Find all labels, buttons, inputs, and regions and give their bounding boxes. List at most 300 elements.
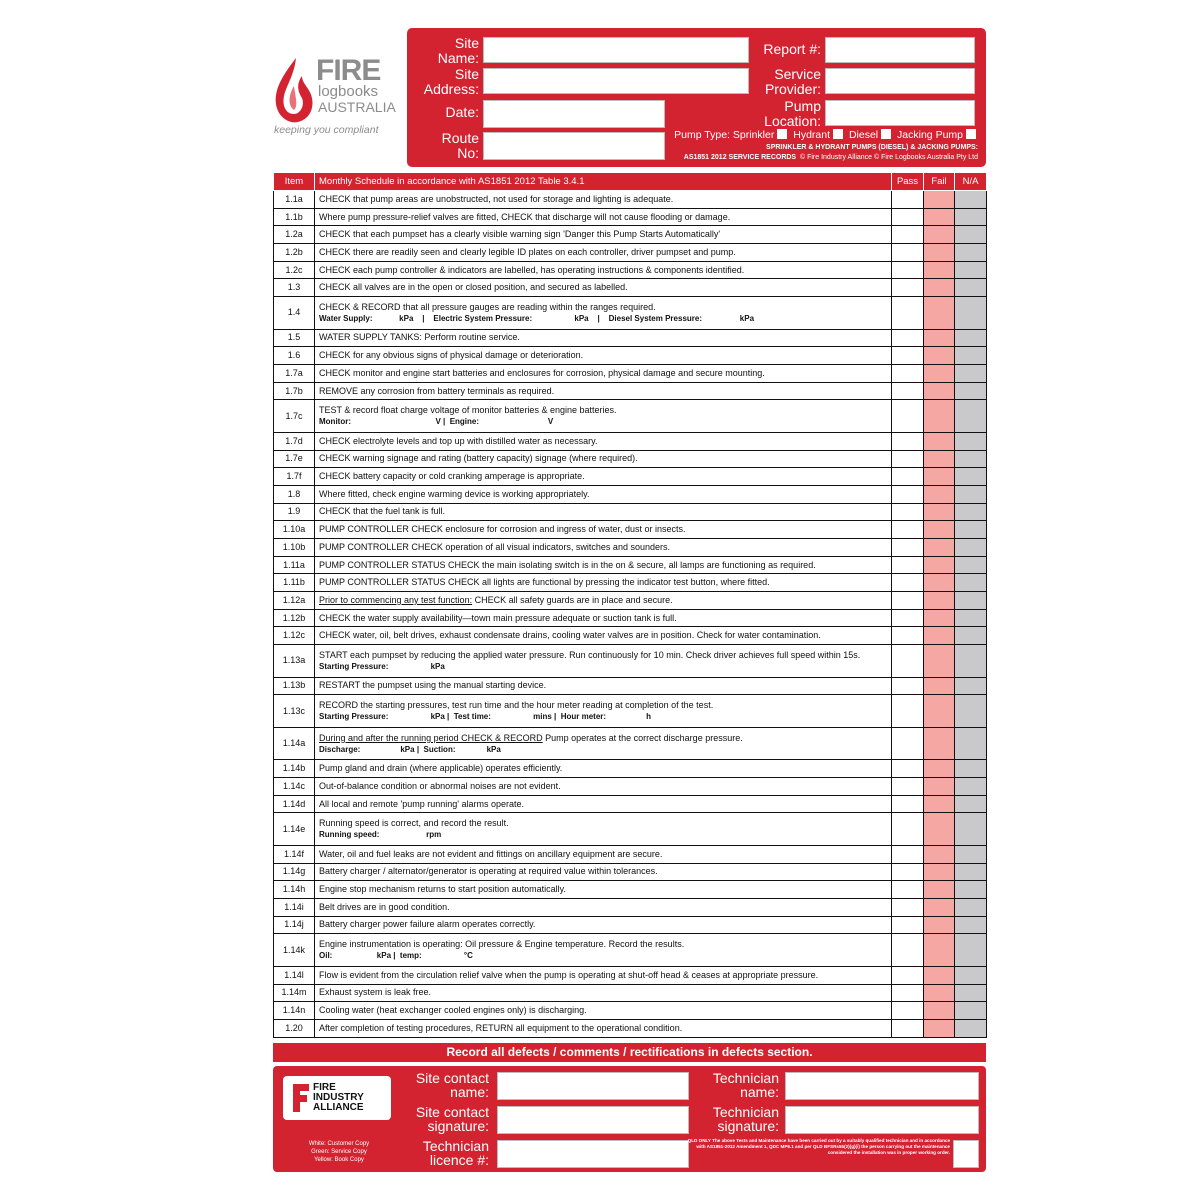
item-number: 1.8: [274, 485, 315, 503]
na-checkbox-cell[interactable]: [955, 503, 987, 521]
fia-text: FIRE INDUSTRY ALLIANCE: [313, 1082, 364, 1113]
item-number: 1.14d: [274, 795, 315, 813]
table-row: [274, 845, 987, 863]
table-row: [274, 521, 987, 539]
schedule-text-cell: [315, 191, 892, 209]
table-row: [274, 450, 987, 468]
underlined-text: Prior to commencing any test function:: [319, 594, 473, 605]
table-row: [274, 191, 987, 209]
schedule-text: CHECK there are readily seen and clearly legible ID plates on each controller, driver pumpset and pump.: [319, 246, 736, 257]
table-row: [274, 468, 987, 486]
pass-checkbox-cell[interactable]: [892, 863, 924, 881]
table-row: [274, 677, 987, 695]
header-subtitle-line2: AS1851 2012 SERVICE RECORDS © Fire Industry Alliance © Fire Logbooks Australia Pty Ltd: [683, 154, 978, 161]
schedule-text-cell: [315, 934, 892, 967]
site-contact-signature-field[interactable]: [497, 1106, 689, 1134]
pass-checkbox-cell[interactable]: [892, 677, 924, 695]
na-checkbox-cell[interactable]: [955, 521, 987, 539]
fail-checkbox-cell[interactable]: [924, 485, 955, 503]
table-row: [274, 365, 987, 383]
pass-checkbox-cell[interactable]: [892, 984, 924, 1002]
fail-checkbox-cell[interactable]: [924, 556, 955, 574]
technician-licence-field[interactable]: [497, 1140, 689, 1168]
table-row: [274, 916, 987, 934]
schedule-text-cell: [315, 966, 892, 984]
pass-checkbox-cell[interactable]: [892, 191, 924, 209]
record-fields: Starting Pressure: kPa | Test time: mins | Hour meter: h: [319, 712, 651, 722]
table-row: [274, 760, 987, 778]
fail-checkbox-cell[interactable]: [924, 760, 955, 778]
item-number: 1.3: [274, 279, 315, 297]
pass-checkbox-cell[interactable]: [892, 468, 924, 486]
schedule-text-cell: [315, 450, 892, 468]
schedule-text-cell: [315, 727, 892, 760]
schedule-text: CHECK that the fuel tank is full.: [319, 506, 446, 517]
schedule-text: Belt drives are in good condition.: [319, 901, 450, 912]
schedule-text-cell: [315, 244, 892, 262]
date-field[interactable]: [483, 100, 665, 128]
fail-checkbox-cell[interactable]: [924, 609, 955, 627]
fail-checkbox-cell[interactable]: [924, 795, 955, 813]
item-number: 1.14g: [274, 863, 315, 881]
schedule-text-cell: [315, 382, 892, 400]
fail-checkbox-cell[interactable]: [924, 898, 955, 916]
fail-checkbox-cell[interactable]: [924, 450, 955, 468]
pass-checkbox-cell[interactable]: [892, 226, 924, 244]
fail-checkbox-cell[interactable]: [924, 574, 955, 592]
table-row: [274, 795, 987, 813]
fail-checkbox-cell[interactable]: [924, 244, 955, 262]
technician-signature-label: Technician signature:: [712, 1104, 779, 1134]
na-checkbox-cell[interactable]: [955, 468, 987, 486]
pass-checkbox-cell[interactable]: [892, 450, 924, 468]
site-contact-signature-label: Site contact signature:: [415, 1104, 489, 1134]
pass-checkbox-cell[interactable]: [892, 261, 924, 279]
item-number: 1.11a: [274, 556, 315, 574]
table-row: [274, 1019, 987, 1037]
record-fields: Starting Pressure: kPa: [319, 661, 445, 671]
pass-checkbox-cell[interactable]: [892, 347, 924, 365]
schedule-text: Battery charger power failure alarm operates correctly.: [319, 919, 536, 930]
pass-checkbox-cell[interactable]: [892, 695, 924, 728]
table-row: [274, 329, 987, 347]
table-row: [274, 279, 987, 297]
route-label: Route No:: [441, 130, 479, 161]
fail-checkbox-cell[interactable]: [924, 261, 955, 279]
schedule-text: Running speed is correct, and record the result.: [319, 818, 509, 829]
na-checkbox-cell[interactable]: [955, 432, 987, 450]
pump-location-label: Pump Location:: [764, 98, 821, 129]
na-checkbox-cell[interactable]: [955, 845, 987, 863]
na-checkbox-cell[interactable]: [955, 760, 987, 778]
route-field[interactable]: [483, 132, 665, 160]
header-fail: Fail: [924, 173, 955, 191]
fail-checkbox-cell[interactable]: [924, 347, 955, 365]
pass-checkbox-cell[interactable]: [892, 244, 924, 262]
table-row: [274, 1002, 987, 1020]
item-number: 1.9: [274, 503, 315, 521]
schedule-text: CHECK all safety guards are in place and secure.: [472, 594, 673, 605]
schedule-text: WATER SUPPLY TANKS: Perform routine service.: [319, 332, 520, 343]
item-number: 1.2c: [274, 261, 315, 279]
schedule-text-cell: [315, 297, 892, 330]
header-subtitle-line1: SPRINKLER & HYDRANT PUMPS (DIESEL) & JACKING PUMPS:: [766, 144, 978, 151]
schedule-text-cell: [315, 677, 892, 695]
service-provider-field[interactable]: [825, 68, 975, 94]
table-row: [274, 208, 987, 226]
pass-checkbox-cell[interactable]: [892, 778, 924, 796]
na-checkbox-cell[interactable]: [955, 574, 987, 592]
technician-signature-field[interactable]: [785, 1106, 979, 1134]
fail-checkbox-cell[interactable]: [924, 279, 955, 297]
item-number: 1.14e: [274, 813, 315, 846]
fail-checkbox-cell[interactable]: [924, 695, 955, 728]
pass-checkbox-cell[interactable]: [892, 645, 924, 678]
table-row: [274, 297, 987, 330]
fail-checkbox-cell[interactable]: [924, 432, 955, 450]
schedule-text: RECORD the starting pressures, test run time and the hour meter reading at completion of the test.: [319, 700, 714, 711]
schedule-text-cell: [315, 881, 892, 899]
fail-checkbox-cell[interactable]: [924, 191, 955, 209]
fail-checkbox-cell[interactable]: [924, 208, 955, 226]
pump-type-hydrant-label: Hydrant: [793, 129, 831, 141]
site-contact-name-label: Site contact name:: [415, 1070, 489, 1100]
schedule-text: CHECK all valves are in the open or closed position, and secured as labelled.: [319, 282, 628, 293]
item-number: 1.6: [274, 347, 315, 365]
record-fields: Monitor: V | Engine: V: [319, 417, 554, 427]
item-number: 1.1a: [274, 191, 315, 209]
na-checkbox-cell[interactable]: [955, 627, 987, 645]
na-checkbox-cell[interactable]: [955, 261, 987, 279]
na-checkbox-cell[interactable]: [955, 244, 987, 262]
pass-checkbox-cell[interactable]: [892, 329, 924, 347]
na-checkbox-cell[interactable]: [955, 539, 987, 557]
schedule-text-cell: [315, 468, 892, 486]
pass-checkbox-cell[interactable]: [892, 898, 924, 916]
fail-checkbox-cell[interactable]: [924, 539, 955, 557]
table-row: [274, 881, 987, 899]
schedule-text: Engine stop mechanism returns to start position automatically.: [319, 884, 566, 895]
na-checkbox-cell[interactable]: [955, 365, 987, 383]
site-address-label: Site Address:: [423, 66, 479, 97]
pump-type-jacking-checkbox[interactable]: [966, 129, 976, 139]
item-number: 1.13c: [274, 695, 315, 728]
na-checkbox-cell[interactable]: [955, 898, 987, 916]
header-pass: Pass: [892, 173, 924, 191]
na-checkbox-cell[interactable]: [955, 556, 987, 574]
fail-checkbox-cell[interactable]: [924, 468, 955, 486]
site-address-field[interactable]: [483, 68, 749, 94]
schedule-text: CHECK the water supply availability—town main pressure adequate or suction tank is full.: [319, 612, 677, 623]
qld-checkbox[interactable]: [953, 1140, 979, 1168]
fail-checkbox-cell[interactable]: [924, 813, 955, 846]
schedule-text-cell: [315, 329, 892, 347]
table-row: [274, 261, 987, 279]
fail-checkbox-cell[interactable]: [924, 1019, 955, 1037]
logo-tagline: keeping you compliant: [274, 124, 379, 136]
fail-checkbox-cell[interactable]: [924, 645, 955, 678]
na-checkbox-cell[interactable]: [955, 450, 987, 468]
fail-checkbox-cell[interactable]: [924, 627, 955, 645]
schedule-text: Battery charger / alternator/generator is operating at required value within tolerances.: [319, 866, 658, 877]
table-row: [274, 400, 987, 433]
schedule-text: PUMP CONTROLLER STATUS CHECK all lights are functional by pressing the indicator test button, where fitted.: [319, 577, 770, 588]
schedule-text: CHECK that pump areas are unobstructed, not used for storage and lighting is adequate.: [319, 193, 674, 204]
schedule-text: Flow is evident from the circulation relief valve when the pump is operating at shut-off head & ceases at appropriate pressure.: [319, 969, 819, 980]
pass-checkbox-cell[interactable]: [892, 813, 924, 846]
logo-word-logbooks: logbooks: [318, 83, 379, 100]
item-number: 1.1b: [274, 208, 315, 226]
pump-type-diesel-checkbox[interactable]: [881, 129, 891, 139]
na-checkbox-cell[interactable]: [955, 382, 987, 400]
fail-checkbox-cell[interactable]: [924, 984, 955, 1002]
technician-licence-label: Technician licence #:: [422, 1138, 489, 1168]
fail-checkbox-cell[interactable]: [924, 400, 955, 433]
fail-checkbox-cell[interactable]: [924, 297, 955, 330]
schedule-text: CHECK warning signage and rating (battery capacity) signage (where required).: [319, 453, 638, 464]
report-field[interactable]: [825, 37, 975, 63]
pass-checkbox-cell[interactable]: [892, 934, 924, 967]
schedule-text-cell: [315, 627, 892, 645]
fail-checkbox-cell[interactable]: [924, 863, 955, 881]
schedule-text-cell: [315, 556, 892, 574]
copy-yellow: Yellow: Book Copy: [314, 1157, 364, 1163]
schedule-text: CHECK monitor and engine start batteries and enclosures for corrosion, physical damage and secure mounting.: [319, 367, 765, 378]
flame-icon: [272, 56, 316, 126]
header-panel: [407, 28, 986, 167]
table-row: [274, 627, 987, 645]
na-checkbox-cell[interactable]: [955, 208, 987, 226]
na-checkbox-cell[interactable]: [955, 863, 987, 881]
pass-checkbox-cell[interactable]: [892, 1019, 924, 1037]
item-number: 1.12b: [274, 609, 315, 627]
na-checkbox-cell[interactable]: [955, 400, 987, 433]
pass-checkbox-cell[interactable]: [892, 574, 924, 592]
schedule-text-cell: [315, 863, 892, 881]
item-number: 1.14l: [274, 966, 315, 984]
schedule-text: Cooling water (heat exchanger cooled engines only) is discharging.: [319, 1005, 587, 1016]
logo-word-fire: FIRE: [316, 54, 381, 87]
schedule-text-cell: [315, 279, 892, 297]
pump-type-sprinkler-label: Sprinkler: [732, 129, 775, 141]
na-checkbox-cell[interactable]: [955, 813, 987, 846]
schedule-text-cell: [315, 760, 892, 778]
na-checkbox-cell[interactable]: [955, 226, 987, 244]
fail-checkbox-cell[interactable]: [924, 382, 955, 400]
underlined-text: During and after the running period CHECK & RECORD: [319, 732, 543, 743]
schedule-text-cell: [315, 208, 892, 226]
pump-type-row: [671, 129, 979, 141]
fail-checkbox-cell[interactable]: [924, 329, 955, 347]
pass-checkbox-cell[interactable]: [892, 556, 924, 574]
table-row: [274, 382, 987, 400]
schedule-text-cell: [315, 845, 892, 863]
pass-checkbox-cell[interactable]: [892, 485, 924, 503]
fail-checkbox-cell[interactable]: [924, 365, 955, 383]
schedule-text: CHECK each pump controller & indicators are labelled, has operating instructions & components identified.: [319, 264, 745, 275]
table-row: [274, 592, 987, 610]
item-number: 1.12a: [274, 592, 315, 610]
na-checkbox-cell[interactable]: [955, 881, 987, 899]
na-checkbox-cell[interactable]: [955, 727, 987, 760]
na-checkbox-cell[interactable]: [955, 695, 987, 728]
item-number: 1.7a: [274, 365, 315, 383]
na-checkbox-cell[interactable]: [955, 966, 987, 984]
na-checkbox-cell[interactable]: [955, 609, 987, 627]
pass-checkbox-cell[interactable]: [892, 1002, 924, 1020]
record-fields: Discharge: kPa | Suction: kPa: [319, 744, 501, 754]
na-checkbox-cell[interactable]: [955, 191, 987, 209]
site-name-field[interactable]: [483, 37, 749, 63]
na-checkbox-cell[interactable]: [955, 984, 987, 1002]
item-number: 1.13a: [274, 645, 315, 678]
pass-checkbox-cell[interactable]: [892, 297, 924, 330]
na-checkbox-cell[interactable]: [955, 347, 987, 365]
fail-checkbox-cell[interactable]: [924, 592, 955, 610]
pass-checkbox-cell[interactable]: [892, 916, 924, 934]
pass-checkbox-cell[interactable]: [892, 845, 924, 863]
fail-checkbox-cell[interactable]: [924, 916, 955, 934]
pass-checkbox-cell[interactable]: [892, 760, 924, 778]
pump-type-sprinkler-checkbox[interactable]: [777, 129, 787, 139]
item-number: 1.7d: [274, 432, 315, 450]
item-number: 1.7b: [274, 382, 315, 400]
item-number: 1.14j: [274, 916, 315, 934]
fail-checkbox-cell[interactable]: [924, 966, 955, 984]
schedule-text-cell: [315, 778, 892, 796]
table-row: [274, 556, 987, 574]
header-schedule: Monthly Schedule in accordance with AS1851 2012 Table 3.4.1: [315, 173, 892, 191]
item-number: 1.14i: [274, 898, 315, 916]
schedule-text: PUMP CONTROLLER CHECK operation of all visual indicators, switches and sounders.: [319, 541, 670, 552]
item-number: 1.10b: [274, 539, 315, 557]
table-row: [274, 574, 987, 592]
na-checkbox-cell[interactable]: [955, 795, 987, 813]
item-number: 1.12c: [274, 627, 315, 645]
schedule-text: Exhaust system is leak free.: [319, 987, 432, 998]
pass-checkbox-cell[interactable]: [892, 365, 924, 383]
schedule-text: Water, oil and fuel leaks are not evident and fittings on ancillary equipment are secure.: [319, 848, 663, 859]
site-contact-name-field[interactable]: [497, 1072, 689, 1100]
pass-checkbox-cell[interactable]: [892, 208, 924, 226]
schedule-text-cell: [315, 539, 892, 557]
na-checkbox-cell[interactable]: [955, 329, 987, 347]
schedule-text: After completion of testing procedures, RETURN all equipment to the operational condition.: [319, 1022, 683, 1033]
pump-type-jacking-label: Jacking Pump: [897, 129, 963, 141]
na-checkbox-cell[interactable]: [955, 778, 987, 796]
schedule-text-cell: [315, 347, 892, 365]
schedule-text-cell: [315, 226, 892, 244]
schedule-text-cell: [315, 485, 892, 503]
na-checkbox-cell[interactable]: [955, 934, 987, 967]
table-row: [274, 863, 987, 881]
fail-checkbox-cell[interactable]: [924, 1002, 955, 1020]
table-row: [274, 695, 987, 728]
table-header-row: [274, 173, 987, 191]
date-label: Date:: [445, 104, 479, 120]
pass-checkbox-cell[interactable]: [892, 795, 924, 813]
schedule-text: Where pump pressure-relief valves are fitted, CHECK that discharge will not cause flooding or damage.: [319, 211, 731, 222]
fia-flame-icon: [289, 1082, 311, 1114]
schedule-text: Pump gland and drain (where applicable) operates efficiently.: [319, 763, 563, 774]
pass-checkbox-cell[interactable]: [892, 881, 924, 899]
fail-checkbox-cell[interactable]: [924, 778, 955, 796]
item-number: 1.14n: [274, 1002, 315, 1020]
pass-checkbox-cell[interactable]: [892, 609, 924, 627]
schedule-text: All local and remote 'pump running' alarms operate.: [319, 798, 525, 809]
schedule-text: CHECK & RECORD that all pressure gauges are reading within the ranges required.: [319, 301, 656, 312]
na-checkbox-cell[interactable]: [955, 297, 987, 330]
item-number: 1.7e: [274, 450, 315, 468]
na-checkbox-cell[interactable]: [955, 1002, 987, 1020]
na-checkbox-cell[interactable]: [955, 279, 987, 297]
pass-checkbox-cell[interactable]: [892, 521, 924, 539]
pass-checkbox-cell[interactable]: [892, 539, 924, 557]
table-row: [274, 984, 987, 1002]
schedule-text-cell: [315, 795, 892, 813]
item-number: 1.10a: [274, 521, 315, 539]
service-provider-label: Service Provider:: [764, 66, 821, 97]
item-number: 1.20: [274, 1019, 315, 1037]
item-number: 1.7c: [274, 400, 315, 433]
fail-checkbox-cell[interactable]: [924, 677, 955, 695]
pass-checkbox-cell[interactable]: [892, 432, 924, 450]
fail-checkbox-cell[interactable]: [924, 727, 955, 760]
fail-checkbox-cell[interactable]: [924, 521, 955, 539]
technician-name-field[interactable]: [785, 1072, 979, 1100]
na-checkbox-cell[interactable]: [955, 677, 987, 695]
fail-checkbox-cell[interactable]: [924, 845, 955, 863]
item-number: 1.2a: [274, 226, 315, 244]
pass-checkbox-cell[interactable]: [892, 503, 924, 521]
schedule-text-cell: [315, 695, 892, 728]
pump-location-field[interactable]: [825, 100, 975, 126]
pass-checkbox-cell[interactable]: [892, 627, 924, 645]
pass-checkbox-cell[interactable]: [892, 279, 924, 297]
table-row: [274, 226, 987, 244]
na-checkbox-cell[interactable]: [955, 485, 987, 503]
pass-checkbox-cell[interactable]: [892, 400, 924, 433]
schedule-text: CHECK battery capacity or cold cranking amperage is appropriate.: [319, 471, 585, 482]
pass-checkbox-cell[interactable]: [892, 966, 924, 984]
table-row: [274, 813, 987, 846]
na-checkbox-cell[interactable]: [955, 1019, 987, 1037]
na-checkbox-cell[interactable]: [955, 916, 987, 934]
schedule-text-cell: [315, 1002, 892, 1020]
fire-industry-alliance-logo: [283, 1076, 391, 1120]
fail-checkbox-cell[interactable]: [924, 226, 955, 244]
pass-checkbox-cell[interactable]: [892, 592, 924, 610]
site-name-label: Site Name:: [437, 35, 479, 66]
schedule-text: CHECK that each pumpset has a clearly visible warning sign 'Danger this Pump Starts Automatically': [319, 229, 721, 240]
fail-checkbox-cell[interactable]: [924, 881, 955, 899]
schedule-text-cell: [315, 521, 892, 539]
table-row: [274, 503, 987, 521]
na-checkbox-cell[interactable]: [955, 592, 987, 610]
schedule-text: CHECK water, oil, belt drives, exhaust condensate drains, cooling water valves are in position. Check for water contamination.: [319, 630, 821, 641]
schedule-text-cell: [315, 1019, 892, 1037]
pass-checkbox-cell[interactable]: [892, 727, 924, 760]
na-checkbox-cell[interactable]: [955, 645, 987, 678]
table-row: [274, 432, 987, 450]
schedule-text: Where fitted, check engine warming device is working appropriately.: [319, 488, 590, 499]
fail-checkbox-cell[interactable]: [924, 934, 955, 967]
pass-checkbox-cell[interactable]: [892, 382, 924, 400]
table-row: [274, 485, 987, 503]
monthly-schedule-table: [273, 172, 987, 1038]
fail-checkbox-cell[interactable]: [924, 503, 955, 521]
pump-type-hydrant-checkbox[interactable]: [833, 129, 843, 139]
